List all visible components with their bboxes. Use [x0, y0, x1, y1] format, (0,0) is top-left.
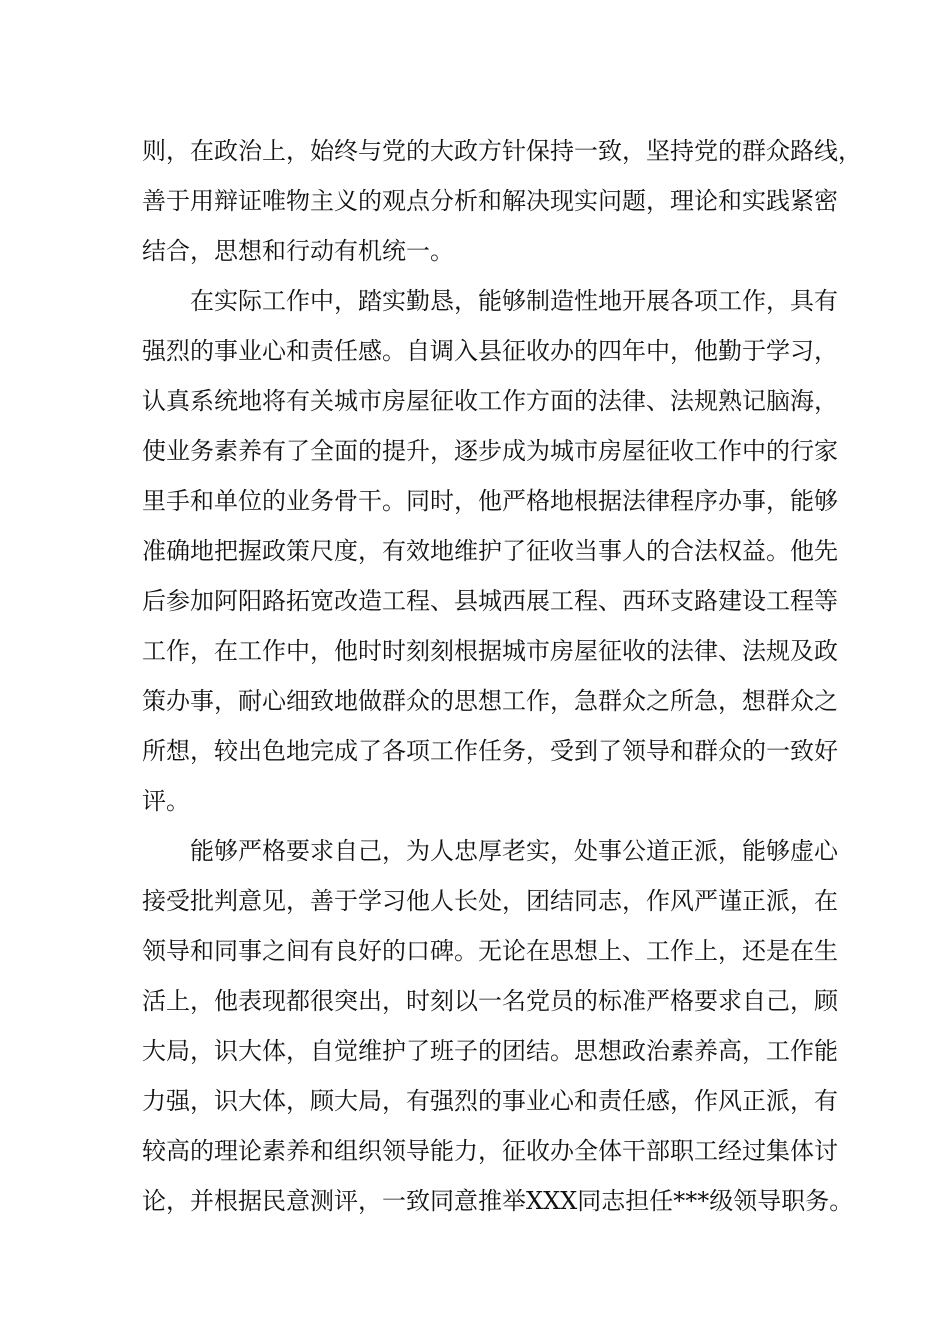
paragraph-line: 大局，识大体，自觉维护了班子的团结。思想政治素养高，工作能 [142, 1037, 838, 1065]
paragraph-line: 强烈的事业心和责任感。自调入县征收办的四年中，他勤于学习， [142, 337, 838, 365]
paragraph-line: 工作，在工作中，他时时刻刻根据城市房屋征收的法律、法规及政 [142, 637, 838, 665]
paragraph-line: 准确地把握政策尺度，有效地维护了征收当事人的合法权益。他先 [142, 537, 838, 565]
paragraph-line: 所想，较出色地完成了各项工作任务，受到了领导和群众的一致好 [142, 737, 838, 765]
paragraph-1 [142, 126, 862, 276]
paragraph-line: 较高的理论素养和组织领导能力，征收办全体干部职工经过集体讨 [142, 1137, 838, 1165]
paragraph-line: 论，并根据民意测评，一致同意推举XXX同志担任***级领导职务。 [142, 1187, 854, 1215]
paragraph-line: 策办事，耐心细致地做群众的思想工作，急群众之所急，想群众之 [142, 687, 838, 715]
paragraph-line: 结合，思想和行动有机统一。 [142, 237, 454, 265]
paragraph-line: 使业务素养有了全面的提升，逐步成为城市房屋征收工作中的行家 [142, 437, 838, 465]
paragraph-line: 接受批判意见，善于学习他人长处，团结同志，作风严谨正派，在 [142, 887, 838, 915]
paragraph-line: 力强，识大体，顾大局，有强烈的事业心和责任感，作风正派，有 [142, 1087, 838, 1115]
paragraph-2 [142, 276, 838, 826]
document-body [142, 126, 862, 1226]
paragraph-line: 认真系统地将有关城市房屋征收工作方面的法律、法规熟记脑海， [142, 387, 838, 415]
paragraph-line: 则，在政治上，始终与党的大政方针保持一致，坚持党的群众路线， [142, 137, 862, 165]
paragraph-line: 活上，他表现都很突出，时刻以一名党员的标准严格要求自己，顾 [142, 987, 838, 1015]
paragraph-line: 善于用辩证唯物主义的观点分析和解决现实问题，理论和实践紧密 [142, 187, 838, 215]
paragraph-line: 能够严格要求自己，为人忠厚老实，处事公道正派，能够虚心 [190, 837, 838, 865]
paragraph-line: 领导和同事之间有良好的口碑。无论在思想上、工作上，还是在生 [142, 937, 838, 965]
paragraph-3 [142, 826, 854, 1226]
paragraph-line: 评。 [142, 787, 190, 815]
paragraph-line: 后参加阿阳路拓宽改造工程、县城西展工程、西环支路建设工程等 [142, 587, 838, 615]
paragraph-line: 里手和单位的业务骨干。同时，他严格地根据法律程序办事，能够 [142, 487, 838, 515]
paragraph-line: 在实际工作中，踏实勤恳，能够制造性地开展各项工作，具有 [190, 287, 838, 315]
